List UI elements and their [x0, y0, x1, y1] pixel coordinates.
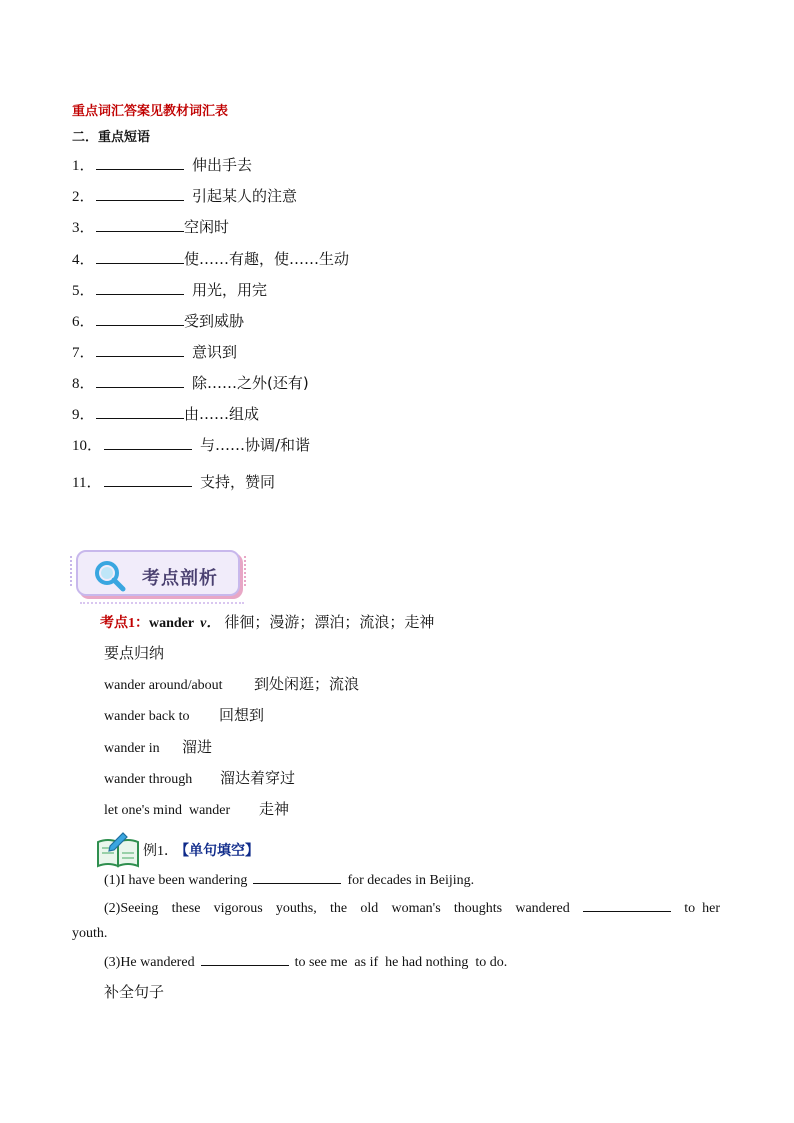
phrase-number: 5．	[72, 283, 95, 299]
kaodian-pos: v．	[200, 616, 221, 631]
point-cn: 走神	[259, 800, 290, 818]
point-en: let one's mind wander	[104, 803, 231, 818]
phrase-item	[72, 154, 252, 178]
phrase-item	[72, 279, 267, 303]
kaodian-word: wander	[149, 616, 195, 631]
example-sentence-3: (3)He wandered to see me as if he had nothing to do.	[104, 955, 508, 970]
magnifier-icon	[92, 558, 128, 594]
complete-sentences-heading: 补全句子	[104, 983, 165, 1001]
answer-blank[interactable]	[583, 899, 671, 912]
phrase-meaning: 意识到	[192, 343, 238, 361]
point-en: wander through	[104, 772, 193, 787]
point-en: wander back to	[104, 709, 190, 724]
banner-title: 考点剖析	[142, 568, 218, 589]
answer-blank[interactable]	[96, 217, 184, 232]
point-item	[104, 673, 359, 694]
phrase-number: 8．	[72, 376, 95, 392]
book-pencil-icon	[96, 830, 142, 868]
phrase-meaning: 空闲时	[184, 218, 230, 236]
kaodian-title	[100, 611, 434, 632]
answer-blank[interactable]	[96, 311, 184, 326]
answer-blank[interactable]	[96, 373, 184, 388]
phrase-meaning: 受到威胁	[184, 312, 245, 330]
point-cn: 到处闲逛；流浪	[254, 675, 360, 693]
phrase-item	[72, 434, 310, 458]
phrase-number: 9．	[72, 407, 95, 423]
phrase-number: 10．	[72, 438, 103, 454]
phrase-number: 11．	[72, 475, 102, 491]
point-item	[104, 704, 264, 725]
phrase-item	[72, 216, 229, 240]
phrases-section-heading: 二．重点短语	[72, 130, 151, 145]
point-en: wander in	[104, 741, 160, 756]
example-tag: 【单句填空】	[182, 843, 259, 859]
answer-blank[interactable]	[96, 155, 184, 170]
point-item	[104, 767, 295, 788]
points-heading: 要点归纳	[104, 644, 165, 662]
point-cn: 溜达着穿过	[220, 769, 296, 787]
section-banner	[70, 546, 246, 600]
phrase-number: 6．	[72, 314, 95, 330]
phrase-item	[72, 341, 237, 365]
phrase-meaning: 使……有趣，使……生动	[184, 250, 350, 268]
phrase-item	[72, 310, 244, 334]
kaodian-label: 考点1：	[100, 616, 149, 631]
answer-blank[interactable]	[253, 871, 341, 884]
answer-blank[interactable]	[96, 280, 184, 295]
phrase-meaning: 与……协调/和谐	[200, 436, 311, 454]
phrase-number: 7．	[72, 345, 95, 361]
vocab-note-heading: 重点词汇答案见教材词汇表	[72, 104, 229, 119]
phrase-meaning: 用光，用完	[192, 281, 268, 299]
answer-blank[interactable]	[201, 953, 289, 966]
point-item	[104, 798, 289, 819]
example-sentence-1: (1)I have been wandering for decades in Beijing.	[104, 873, 475, 888]
phrase-number: 3．	[72, 220, 95, 236]
answer-blank[interactable]	[96, 404, 184, 419]
phrase-number: 4．	[72, 252, 95, 268]
phrase-item	[72, 372, 309, 396]
example-sentence-2: (2)Seeing these vigorous youths, the old woman's thoughts wandered to her	[104, 901, 720, 916]
phrase-meaning: 伸出手去	[192, 156, 253, 174]
phrase-meaning: 支持，赞同	[200, 473, 276, 491]
answer-blank[interactable]	[104, 472, 192, 487]
phrase-meaning: 由……组成	[184, 405, 260, 423]
phrase-item	[72, 403, 259, 427]
phrase-item	[72, 471, 275, 495]
phrase-number: 1．	[72, 158, 95, 174]
answer-blank[interactable]	[96, 342, 184, 357]
example-sentence-2-cont: youth.	[72, 926, 108, 941]
answer-blank[interactable]	[96, 249, 184, 264]
phrase-item	[72, 248, 349, 272]
phrase-item	[72, 185, 297, 209]
banner-underline	[80, 602, 244, 604]
point-item	[104, 736, 212, 757]
point-cn: 回想到	[219, 706, 265, 724]
phrase-meaning: 除……之外(还有)	[192, 374, 309, 392]
banner-box	[76, 550, 240, 596]
kaodian-meaning: 徘徊；漫游；漂泊；流浪；走神	[224, 613, 435, 631]
answer-blank[interactable]	[104, 435, 192, 450]
point-en: wander around/about	[104, 678, 223, 693]
example-heading	[143, 840, 259, 860]
point-cn: 溜进	[182, 738, 213, 756]
answer-blank[interactable]	[96, 186, 184, 201]
example-label: 例1．	[143, 844, 178, 859]
phrase-number: 2．	[72, 189, 95, 205]
phrase-meaning: 引起某人的注意	[192, 187, 298, 205]
